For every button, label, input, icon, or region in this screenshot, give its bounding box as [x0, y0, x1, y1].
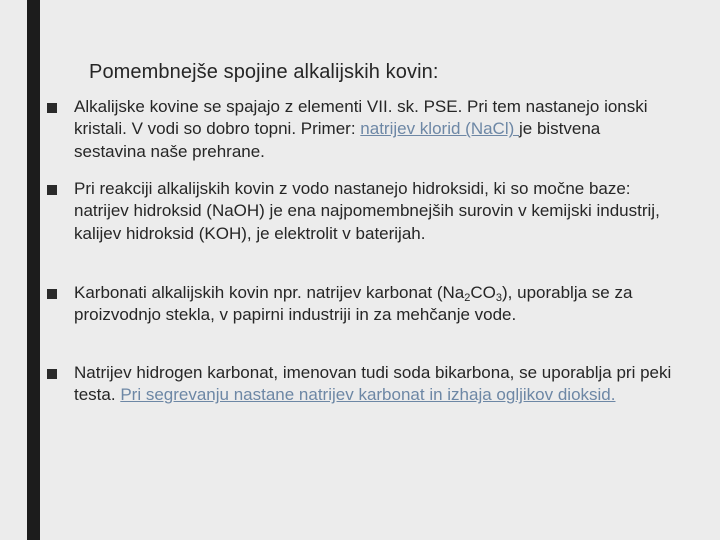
bullet-text-part: je bistvena sestavina naše prehrane.: [74, 119, 601, 161]
bullet-text-part: Pri reakciji alkalijskih kovin z vodo nastanejo hidroksidi, ki so močne baze: natrijev hidroksid (NaOH) je ena najpomembnejših surovin v kemijski industrij, kalijev hidroksid (KOH), je elektrolit v baterijah.: [74, 179, 660, 243]
bullet-text: [74, 178, 674, 245]
square-bullet-icon: [47, 289, 57, 299]
square-bullet-icon: [47, 185, 57, 195]
subscript: 2: [464, 292, 471, 304]
bullet-text: [74, 362, 674, 407]
square-bullet-icon: [47, 103, 57, 113]
bullet-text-part: Natrijev hidrogen karbonat, imenovan tudi soda bikarbona, se uporablja pri peki testa.: [74, 363, 672, 405]
bullet-text-part: Karbonati alkalijskih kovin npr. natrijev karbonat (Na: [74, 283, 465, 302]
bullet-text-part: ), uporablja se za proizvodnjo stekla, v papirni industriji in za mehčanje vode.: [74, 283, 633, 325]
left-accent-bar: [27, 0, 40, 540]
subscript: 3: [495, 292, 503, 304]
slide-title: Pomembnejše spojine alkalijskih kovin:: [89, 61, 439, 83]
bullet-text-part: Alkalijske kovine se spajajo z elementi VII. sk. PSE. Pri tem nastanejo ionski kristali. V vodi so dobro topni. Primer:: [74, 97, 648, 139]
square-bullet-icon: [47, 369, 57, 379]
natrijev-klorid-link[interactable]: natrijev klorid (NaCl): [360, 119, 519, 139]
bullet-text: [74, 282, 674, 327]
bullet-text: [74, 96, 674, 163]
bullet-text-part: CO: [470, 283, 496, 302]
segrevanje-link[interactable]: Pri segrevanju nastane natrijev karbonat in izhaja ogljikov dioksid.: [120, 385, 616, 405]
